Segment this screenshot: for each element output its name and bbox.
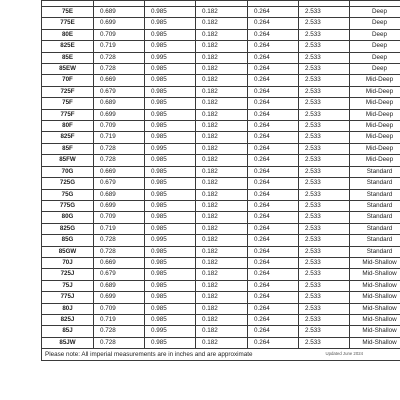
value-cell: 0.719 (94, 132, 145, 143)
model-cell: 75G (42, 189, 94, 200)
table-row (42, 223, 400, 234)
value-cell: 0.182 (196, 121, 248, 132)
table-row (42, 155, 400, 166)
value-cell: 0.264 (248, 143, 299, 154)
value-cell: 0.264 (248, 235, 299, 246)
value-cell: 0.182 (196, 326, 248, 337)
value-cell: 0.669 (94, 257, 145, 268)
value-cell: 0.985 (145, 189, 196, 200)
value-cell: 2.533 (299, 212, 350, 223)
model-cell: 725F (42, 86, 94, 97)
table-row (42, 132, 400, 143)
value-cell: 0.995 (145, 143, 196, 154)
value-cell: 2.533 (299, 86, 350, 97)
value-cell: 0.264 (248, 7, 299, 18)
value-cell: 0.985 (145, 7, 196, 18)
value-cell: 0.264 (248, 155, 299, 166)
table-row (42, 98, 400, 109)
value-cell: 2.533 (299, 109, 350, 120)
value-cell: 0.995 (145, 235, 196, 246)
value-cell: 0.689 (94, 98, 145, 109)
value-cell: 2.533 (299, 52, 350, 63)
value-cell: 0.264 (248, 64, 299, 75)
value-cell: 0.264 (248, 86, 299, 97)
table-row (42, 337, 400, 348)
model-cell: 85G (42, 235, 94, 246)
table-row (42, 41, 400, 52)
value-cell: 0.264 (248, 314, 299, 325)
value-cell: 0.182 (196, 109, 248, 120)
value-cell: 0.985 (145, 200, 196, 211)
model-cell: 80E (42, 29, 94, 40)
value-cell: 0.679 (94, 86, 145, 97)
value-cell: 0.182 (196, 98, 248, 109)
model-cell: 725J (42, 269, 94, 280)
model-cell: 75J (42, 280, 94, 291)
value-cell: 0.264 (248, 200, 299, 211)
depth-cell: Mid-Deep (350, 132, 400, 143)
value-cell: 0.182 (196, 269, 248, 280)
value-cell: 2.533 (299, 41, 350, 52)
table-row (42, 18, 400, 29)
value-cell: 0.264 (248, 166, 299, 177)
table-row (42, 212, 400, 223)
value-cell: 0.182 (196, 314, 248, 325)
value-cell: 0.679 (94, 178, 145, 189)
value-cell: 2.533 (299, 7, 350, 18)
table-row (42, 75, 400, 86)
table-body (42, 1, 400, 361)
table-row (42, 121, 400, 132)
updated-date: Updated June 2024 (325, 351, 363, 356)
value-cell: 0.264 (248, 212, 299, 223)
model-cell: 85EW (42, 64, 94, 75)
model-cell: 80J (42, 303, 94, 314)
value-cell: 0.985 (145, 292, 196, 303)
value-cell: 0.699 (94, 292, 145, 303)
value-cell: 0.699 (94, 200, 145, 211)
value-cell: 0.182 (196, 235, 248, 246)
model-cell: 825F (42, 132, 94, 143)
value-cell: 0.182 (196, 303, 248, 314)
value-cell: 0.182 (196, 178, 248, 189)
depth-cell: Mid-Shallow (350, 326, 400, 337)
value-cell: 0.985 (145, 86, 196, 97)
depth-cell: Mid-Deep (350, 75, 400, 86)
value-cell: 0.995 (145, 326, 196, 337)
depth-cell: Standard (350, 178, 400, 189)
value-cell: 0.985 (145, 41, 196, 52)
model-cell: 70G (42, 166, 94, 177)
value-cell: 0.264 (248, 52, 299, 63)
value-cell: 2.533 (299, 246, 350, 257)
table-row (42, 303, 400, 314)
value-cell: 2.533 (299, 189, 350, 200)
value-cell: 0.689 (94, 7, 145, 18)
value-cell: 0.709 (94, 303, 145, 314)
model-cell: 80F (42, 121, 94, 132)
value-cell: 0.985 (145, 109, 196, 120)
depth-cell: Mid-Shallow (350, 292, 400, 303)
table-row (42, 292, 400, 303)
table-row (42, 280, 400, 291)
value-cell: 0.728 (94, 326, 145, 337)
value-cell: 0.264 (248, 303, 299, 314)
value-cell: 0.182 (196, 29, 248, 40)
value-cell: 0.264 (248, 280, 299, 291)
value-cell: 0.264 (248, 178, 299, 189)
value-cell: 0.985 (145, 178, 196, 189)
value-cell: 0.182 (196, 280, 248, 291)
depth-cell: Deep (350, 41, 400, 52)
value-cell: 0.182 (196, 257, 248, 268)
value-cell: 0.264 (248, 18, 299, 29)
value-cell: 2.533 (299, 326, 350, 337)
value-cell: 0.669 (94, 75, 145, 86)
table-row (42, 314, 400, 325)
table-row (42, 64, 400, 75)
value-cell: 2.533 (299, 64, 350, 75)
value-cell: 0.182 (196, 7, 248, 18)
value-cell: 0.264 (248, 29, 299, 40)
depth-cell: Mid-Shallow (350, 337, 400, 348)
depth-cell: Standard (350, 223, 400, 234)
value-cell: 0.264 (248, 189, 299, 200)
depth-cell: Mid-Deep (350, 155, 400, 166)
model-cell: 725G (42, 178, 94, 189)
value-cell: 0.264 (248, 246, 299, 257)
value-cell: 0.985 (145, 303, 196, 314)
value-cell: 0.689 (94, 189, 145, 200)
table-row (42, 86, 400, 97)
value-cell: 0.728 (94, 64, 145, 75)
value-cell: 0.985 (145, 246, 196, 257)
disclaimer-note: Please note: All imperial measurements are in inches and are approximate (42, 349, 400, 361)
model-cell: 775F (42, 109, 94, 120)
model-cell: 775G (42, 200, 94, 211)
measurement-table (41, 0, 400, 361)
value-cell: 0.985 (145, 212, 196, 223)
value-cell: 2.533 (299, 166, 350, 177)
table-row (42, 326, 400, 337)
depth-cell: Standard (350, 189, 400, 200)
value-cell: 0.689 (94, 280, 145, 291)
value-cell: 2.533 (299, 280, 350, 291)
value-cell: 0.264 (248, 75, 299, 86)
model-cell: 775J (42, 292, 94, 303)
table-row (42, 200, 400, 211)
depth-cell: Mid-Shallow (350, 314, 400, 325)
value-cell: 2.533 (299, 155, 350, 166)
value-cell: 0.182 (196, 223, 248, 234)
depth-cell: Mid-Shallow (350, 280, 400, 291)
value-cell: 0.728 (94, 143, 145, 154)
value-cell: 2.533 (299, 121, 350, 132)
value-cell: 0.719 (94, 314, 145, 325)
value-cell: 0.264 (248, 223, 299, 234)
table-row (42, 189, 400, 200)
depth-cell: Standard (350, 212, 400, 223)
value-cell: 0.985 (145, 269, 196, 280)
depth-cell: Standard (350, 166, 400, 177)
value-cell: 0.985 (145, 98, 196, 109)
value-cell: 0.182 (196, 132, 248, 143)
value-cell: 2.533 (299, 98, 350, 109)
table-row (42, 7, 400, 18)
depth-cell: Deep (350, 7, 400, 18)
value-cell: 0.182 (196, 200, 248, 211)
measurement-table-container (41, 0, 397, 361)
value-cell: 2.533 (299, 223, 350, 234)
model-cell: 85FW (42, 155, 94, 166)
value-cell: 0.985 (145, 18, 196, 29)
value-cell: 0.182 (196, 75, 248, 86)
value-cell: 0.182 (196, 189, 248, 200)
depth-cell: Deep (350, 52, 400, 63)
value-cell: 0.985 (145, 280, 196, 291)
value-cell: 0.985 (145, 257, 196, 268)
depth-cell: Mid-Deep (350, 86, 400, 97)
value-cell: 0.182 (196, 337, 248, 348)
depth-cell: Standard (350, 200, 400, 211)
depth-cell: Mid-Deep (350, 121, 400, 132)
value-cell: 0.679 (94, 269, 145, 280)
value-cell: 0.264 (248, 121, 299, 132)
value-cell: 0.182 (196, 246, 248, 257)
depth-cell: Standard (350, 246, 400, 257)
value-cell: 0.719 (94, 223, 145, 234)
value-cell: 0.182 (196, 143, 248, 154)
value-cell: 2.533 (299, 314, 350, 325)
value-cell: 2.533 (299, 178, 350, 189)
depth-cell: Mid-Deep (350, 143, 400, 154)
table-row (42, 246, 400, 257)
depth-cell: Deep (350, 64, 400, 75)
value-cell: 0.264 (248, 98, 299, 109)
model-cell: 70J (42, 257, 94, 268)
value-cell: 0.728 (94, 52, 145, 63)
value-cell: 2.533 (299, 75, 350, 86)
value-cell: 2.533 (299, 200, 350, 211)
value-cell: 2.533 (299, 29, 350, 40)
value-cell: 0.182 (196, 41, 248, 52)
depth-cell: Standard (350, 235, 400, 246)
value-cell: 2.533 (299, 235, 350, 246)
table-row (42, 143, 400, 154)
depth-cell: Mid-Shallow (350, 257, 400, 268)
value-cell: 0.709 (94, 29, 145, 40)
table-row (42, 166, 400, 177)
value-cell: 0.728 (94, 246, 145, 257)
model-cell: 775E (42, 18, 94, 29)
value-cell: 0.985 (145, 314, 196, 325)
value-cell: 0.182 (196, 52, 248, 63)
table-row (42, 109, 400, 120)
table-row (42, 52, 400, 63)
table-row (42, 269, 400, 280)
depth-cell: Mid-Deep (350, 109, 400, 120)
value-cell: 0.699 (94, 109, 145, 120)
value-cell: 0.264 (248, 292, 299, 303)
value-cell: 0.264 (248, 41, 299, 52)
value-cell: 0.728 (94, 155, 145, 166)
value-cell: 0.182 (196, 155, 248, 166)
value-cell: 0.985 (145, 64, 196, 75)
value-cell: 2.533 (299, 269, 350, 280)
depth-cell: Deep (350, 18, 400, 29)
value-cell: 0.985 (145, 75, 196, 86)
value-cell: 0.264 (248, 109, 299, 120)
table-row (42, 235, 400, 246)
model-cell: 85J (42, 326, 94, 337)
value-cell: 0.728 (94, 337, 145, 348)
value-cell: 0.985 (145, 132, 196, 143)
value-cell: 0.728 (94, 235, 145, 246)
value-cell: 0.985 (145, 155, 196, 166)
model-cell: 825E (42, 41, 94, 52)
value-cell: 0.985 (145, 223, 196, 234)
value-cell: 0.182 (196, 212, 248, 223)
value-cell: 0.995 (145, 52, 196, 63)
model-cell: 75E (42, 7, 94, 18)
depth-cell: Deep (350, 29, 400, 40)
value-cell: 0.182 (196, 292, 248, 303)
value-cell: 0.985 (145, 29, 196, 40)
value-cell: 0.699 (94, 18, 145, 29)
value-cell: 2.533 (299, 143, 350, 154)
model-cell: 85F (42, 143, 94, 154)
value-cell: 2.533 (299, 132, 350, 143)
model-cell: 75F (42, 98, 94, 109)
value-cell: 0.264 (248, 326, 299, 337)
value-cell: 2.533 (299, 18, 350, 29)
depth-cell: Mid-Shallow (350, 303, 400, 314)
table-row (42, 29, 400, 40)
model-cell: 825G (42, 223, 94, 234)
value-cell: 0.182 (196, 86, 248, 97)
value-cell: 0.985 (145, 121, 196, 132)
value-cell: 0.182 (196, 64, 248, 75)
value-cell: 0.264 (248, 257, 299, 268)
value-cell: 0.709 (94, 212, 145, 223)
value-cell: 2.533 (299, 292, 350, 303)
value-cell: 0.264 (248, 337, 299, 348)
value-cell: 0.985 (145, 166, 196, 177)
value-cell: 0.264 (248, 269, 299, 280)
model-cell: 80G (42, 212, 94, 223)
model-cell: 70F (42, 75, 94, 86)
value-cell: 0.709 (94, 121, 145, 132)
value-cell: 0.669 (94, 166, 145, 177)
value-cell: 2.533 (299, 257, 350, 268)
value-cell: 0.182 (196, 18, 248, 29)
model-cell: 85JW (42, 337, 94, 348)
value-cell: 0.985 (145, 337, 196, 348)
model-cell: 85GW (42, 246, 94, 257)
model-cell: 85E (42, 52, 94, 63)
model-cell: 825J (42, 314, 94, 325)
depth-cell: Mid-Shallow (350, 269, 400, 280)
value-cell: 0.182 (196, 166, 248, 177)
value-cell: 2.533 (299, 303, 350, 314)
value-cell: 0.719 (94, 41, 145, 52)
depth-cell: Mid-Deep (350, 98, 400, 109)
table-row (42, 257, 400, 268)
table-row (42, 178, 400, 189)
value-cell: 0.264 (248, 132, 299, 143)
value-cell: 2.533 (299, 337, 350, 348)
